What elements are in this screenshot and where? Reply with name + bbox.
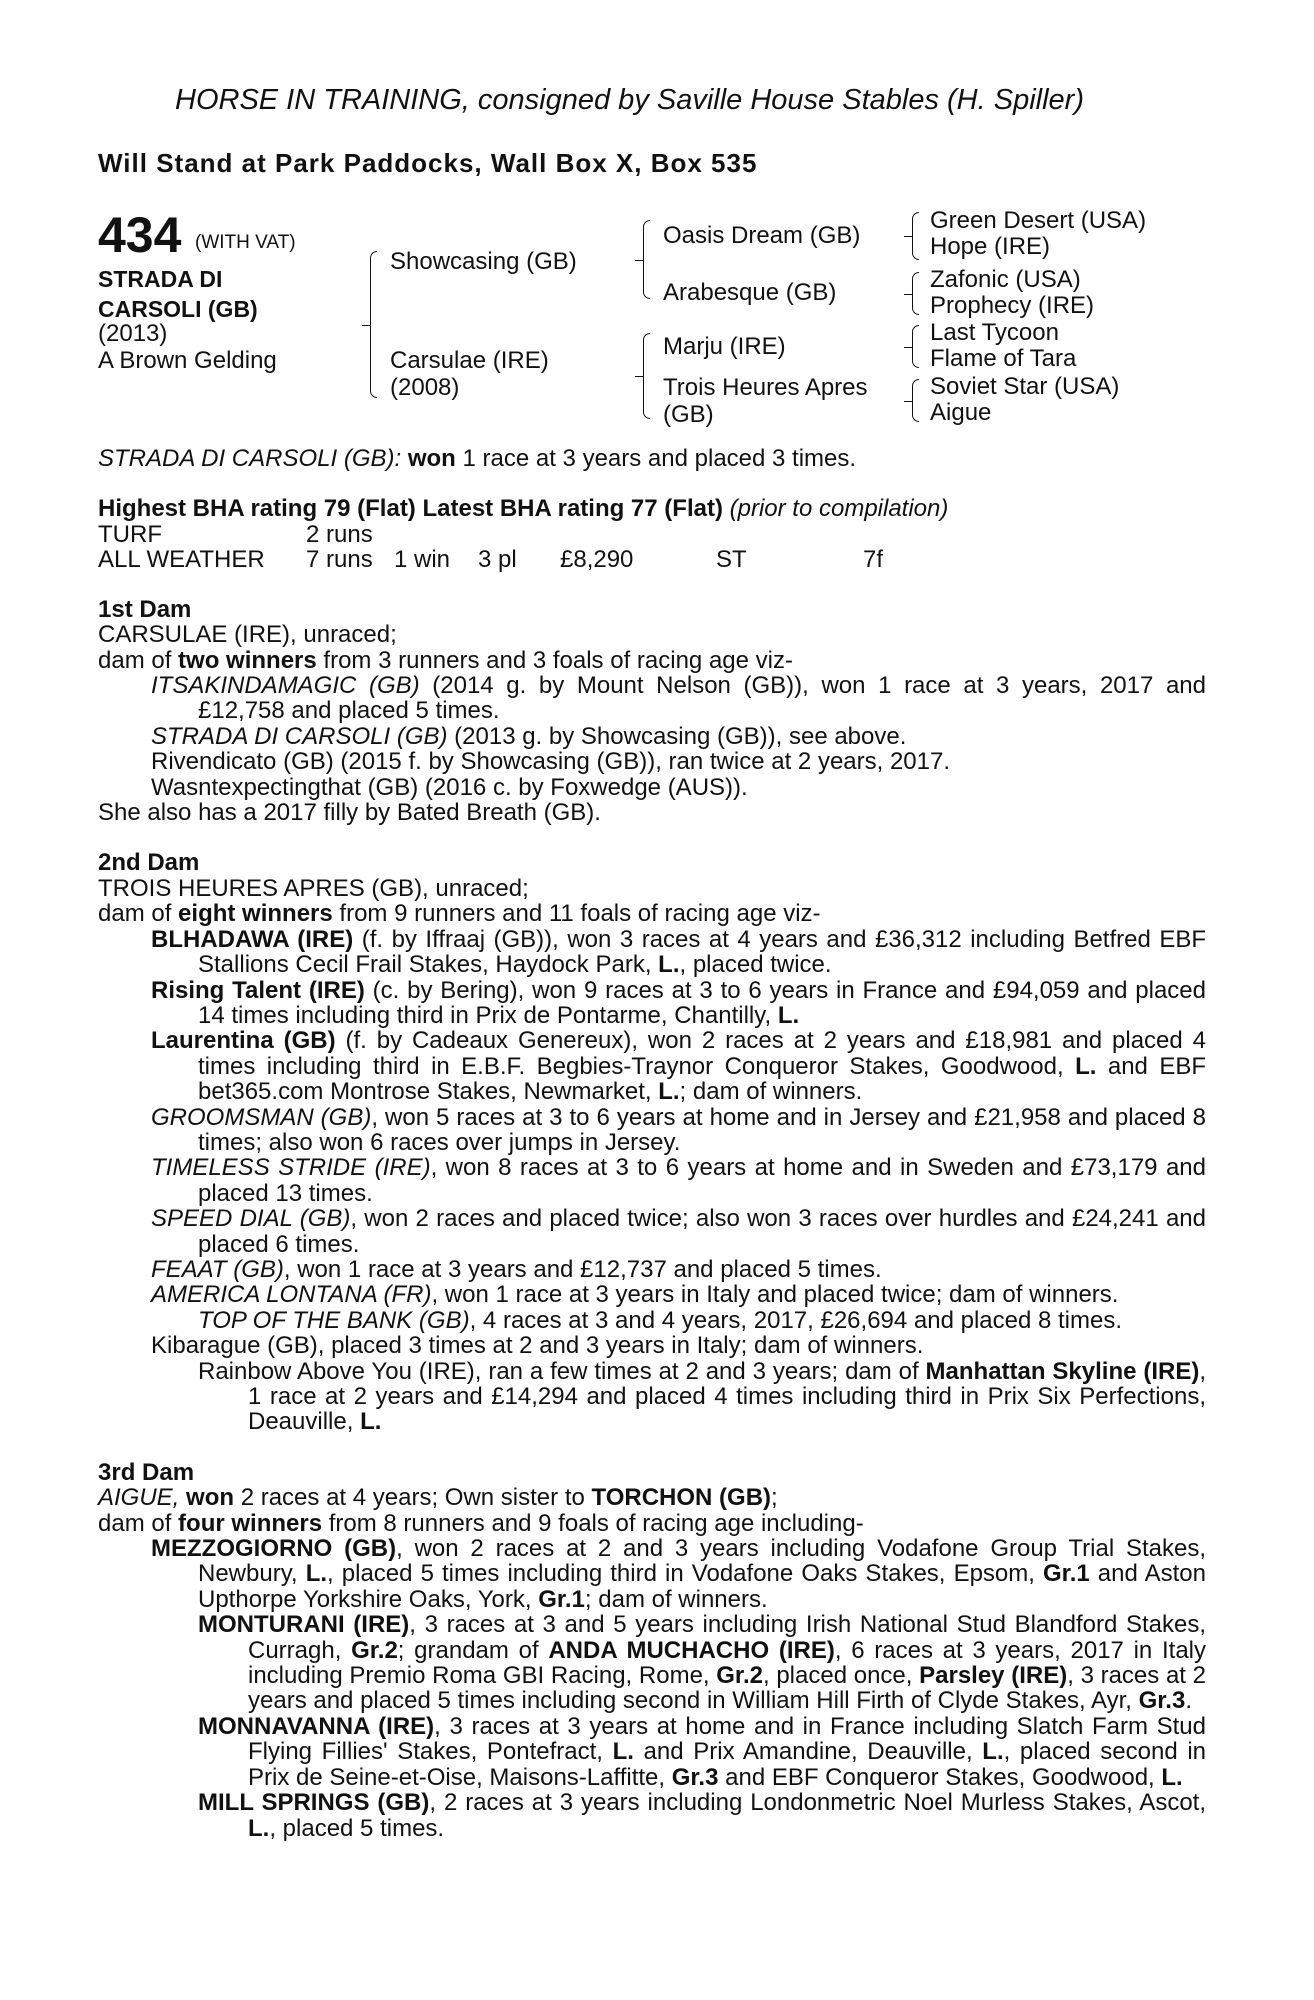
horse-name xyxy=(98,264,318,324)
second-dam-entry-7: FEAAT (GB), won 1 race at 3 years and £12,737 and placed 5 times. xyxy=(151,1255,882,1283)
sire-dam: Arabesque (GB) xyxy=(663,279,837,306)
first-dam-heading: 1st Dam xyxy=(98,595,192,623)
pedigree-bracket-g3 xyxy=(912,325,919,368)
dam-dam: Trois Heures Apres xyxy=(663,374,868,401)
pedigree-bracket-g4 xyxy=(912,379,919,422)
dam-year: (2008) xyxy=(390,374,460,401)
lot-number: 434 xyxy=(98,207,182,263)
first-dam-entry-2: STRADA DI CARSOLI (GB) (2013 g. by Showcasing (GB)), see above. xyxy=(151,722,907,750)
second-dam-entry-10: Kibarague (GB), placed 3 times at 2 and 3 years in Italy; dam of winners. xyxy=(151,1332,924,1360)
first-dam-produce: dam of two winners from 3 runners and 3 foals of racing age viz- xyxy=(98,646,793,674)
third-dam-line: AIGUE, won 2 races at 4 years; Own sister to TORCHON (GB); xyxy=(98,1484,778,1512)
gg-sire-1: Green Desert (USA) xyxy=(930,207,1147,234)
pedigree-bracket-sire xyxy=(643,220,650,299)
catalogue-body xyxy=(98,446,1206,1841)
third-dam-entry-1: MEZZOGIORNO (GB), won 2 races at 2 and 3 years including Vodafone Group Trial Stakes, Newbury, L., placed 5 times including third in Vodafone Oaks Stakes, Epsom, Gr.1 and Aston Upthorpe Yorkshire Oaks, York, Gr.1; dam of winners. xyxy=(151,1535,1207,1613)
pedigree-bracket-g1 xyxy=(912,212,919,260)
second-dam-entry-4: GROOMSMAN (GB), won 5 races at 3 to 6 years at home and in Jersey and £21,958 and placed 8 times; also won 6 races over jumps in Jersey. xyxy=(151,1103,1206,1156)
dam-dam-country: (GB) xyxy=(663,401,714,428)
second-dam-entry-6: SPEED DIAL (GB), won 2 races and placed twice; also won 3 races over hurdles and £24,241 and placed 6 times. xyxy=(151,1205,1206,1258)
third-dam-entry-2: MONTURANI (IRE), 3 races at 3 and 5 years including Irish National Stud Blandford Stakes, Curragh, Gr.2; grandam of ANDA MUCHACHO (IRE), 6 races at 3 years, 2017 in Italy including Premio Roma GBI Racing, Rome, Gr.2, placed once, Parsley (IRE), 3 races at 2 years and placed 5 times including second in William Hill Firth of Clyde Stakes, Ayr, Gr.3. xyxy=(198,1611,1207,1715)
sire-sire: Oasis Dream (GB) xyxy=(663,222,861,249)
first-dam-entry-1: ITSAKINDAMAGIC (GB) (2014 g. by Mount Nelson (GB)), won 1 race at 3 years, 2017 and £12,758 and placed 5 times. xyxy=(151,672,1206,725)
page-header: HORSE IN TRAINING, consigned by Saville House Stables (H. Spiller) xyxy=(175,84,1084,116)
first-dam-entry-3: Rivendicato (GB) (2015 f. by Showcasing (GB)), ran twice at 2 years, 2017. xyxy=(151,748,951,776)
foaling-year: (2013) xyxy=(98,320,168,347)
gg-dam-2: Prophecy (IRE) xyxy=(930,292,1095,319)
first-dam-note: She also has a 2017 filly by Bated Breath (GB). xyxy=(98,799,601,827)
dam-sire: Marju (IRE) xyxy=(663,333,786,360)
first-dam-entry-4: Wasntexpectingthat (GB) (2016 c. by Foxwedge (AUS)). xyxy=(151,773,748,801)
race-summary: STRADA DI CARSOLI (GB): won 1 race at 3 years and placed 3 times. xyxy=(98,445,857,472)
stand-location: Will Stand at Park Paddocks, Wall Box X, Box 535 xyxy=(98,148,758,178)
dam: Carsulae (IRE) xyxy=(390,347,549,374)
third-dam-entry-4: MILL SPRINGS (GB), 2 races at 3 years including Londonmetric Noel Murless Stakes, Ascot, L., placed 5 times. xyxy=(198,1789,1207,1842)
pedigree-bracket-dam xyxy=(643,333,650,419)
gg-dam-1: Hope (IRE) xyxy=(930,233,1051,260)
pedigree-bracket-g2 xyxy=(912,272,919,315)
second-dam-entry-9: TOP OF THE BANK (GB), 4 races at 3 and 4 years, 2017, £26,694 and placed 8 times. xyxy=(198,1306,1123,1334)
gg-sire-4: Soviet Star (USA) xyxy=(930,373,1120,400)
horse-description: A Brown Gelding xyxy=(98,347,277,374)
all-weather-stats: ALL WEATHER 7 runs 1 win 3 pl £8,290 ST 7f xyxy=(98,545,884,573)
vat-note: (WITH VAT) xyxy=(195,232,296,253)
second-dam-line: TROIS HEURES APRES (GB), unraced; xyxy=(98,874,529,902)
third-dam-produce: dam of four winners from 8 runners and 9 foals of racing age including- xyxy=(98,1509,864,1537)
gg-dam-3: Flame of Tara xyxy=(930,345,1077,372)
second-dam-entry-11: Rainbow Above You (IRE), ran a few times at 2 and 3 years; dam of Manhattan Skyline (IRE), 1 race at 2 years and £14,294 and placed 4 times including third in Prix Six Perfections, Deauville, L. xyxy=(198,1357,1206,1436)
second-dam-heading: 2nd Dam xyxy=(98,849,200,877)
gg-sire-2: Zafonic (USA) xyxy=(930,266,1081,293)
horse-name-line1: STRADA DI xyxy=(98,266,223,292)
second-dam-entry-5: TIMELESS STRIDE (IRE), won 8 races at 3 to 6 years at home and in Sweden and £73,179 and placed 13 times. xyxy=(151,1154,1206,1207)
gg-dam-4: Aigue xyxy=(930,399,992,426)
second-dam-entry-3: Laurentina (GB) (f. by Cadeaux Genereux), won 2 races at 2 years and £18,981 and placed 4 times including third in E.B.F. Begbies-Traynor Conqueror Stakes, Goodwood, L. and EBF bet365.com Montrose Stakes, Newmarket, L.; dam of winners. xyxy=(151,1027,1206,1106)
turf-stats: TURF 2 runs xyxy=(98,520,373,548)
gg-sire-3: Last Tycoon xyxy=(930,319,1059,346)
horse-name-line2: CARSOLI (GB) xyxy=(98,296,258,322)
bha-rating: Highest BHA rating 79 (Flat) Latest BHA rating 77 (Flat) (prior to compilation) xyxy=(98,495,949,523)
third-dam-heading: 3rd Dam xyxy=(98,1458,195,1486)
third-dam-entry-3: MONNAVANNA (IRE), 3 races at 3 years at home and in France including Slatch Farm Stud Flying Fillies' Stakes, Pontefract, L. and Prix Amandine, Deauville, L., placed second in Prix de Seine-et-Oise, Maisons-Laffitte, Gr.3 and EBF Conqueror Stakes, Goodwood, L. xyxy=(198,1712,1207,1791)
second-dam-produce: dam of eight winners from 9 runners and 11 foals of racing age viz- xyxy=(98,900,821,928)
second-dam-entry-8: AMERICA LONTANA (FR), won 1 race at 3 years in Italy and placed twice; dam of winners. xyxy=(151,1281,1119,1309)
first-dam-line: CARSULAE (IRE), unraced; xyxy=(98,621,397,649)
sire: Showcasing (GB) xyxy=(390,248,577,275)
pedigree-bracket-main xyxy=(370,251,377,398)
second-dam-entry-2: Rising Talent (IRE) (c. by Bering), won 9 races at 3 to 6 years in France and £94,059 and placed 14 times including third in Prix de Pontarme, Chantilly, L. xyxy=(151,976,1207,1029)
second-dam-entry-1: BLHADAWA (IRE) (f. by Iffraaj (GB)), won 3 races at 4 years and £36,312 including Betfred EBF Stallions Cecil Frail Stakes, Haydock Park, L., placed twice. xyxy=(151,925,1206,979)
